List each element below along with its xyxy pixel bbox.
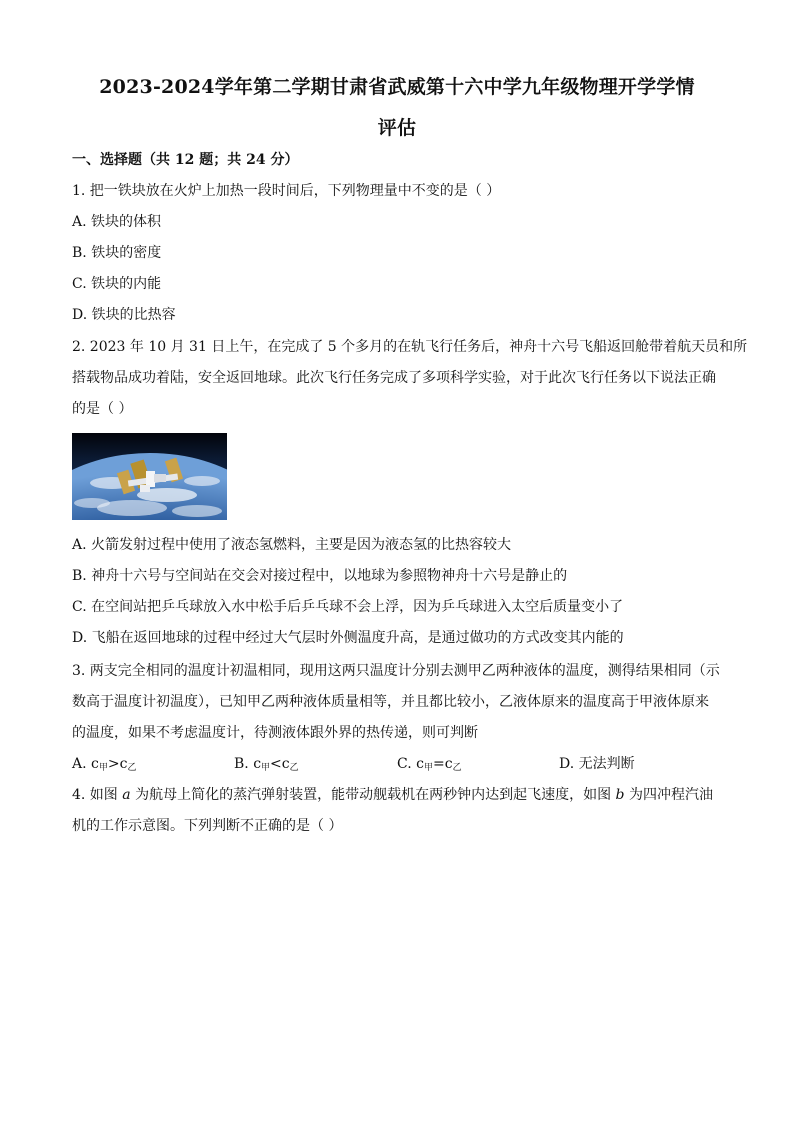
q2-stem-line1: 2. 2023 年 10 月 31 日上午，在完成了 5 个多月的在轨飞行任务后，神舟十六号飞船返回舱带着航天员和所 [72,339,748,355]
q1-option-c: C. 铁块的内能 [72,276,162,292]
figure-a-label: a [122,787,131,803]
q3-stem-line2: 数高于温度计初温度），已知甲乙两种液体质量相等，并且都比较小，乙液体原来的温度高于甲液体原来 [72,694,709,710]
q1-option-b: B. 铁块的密度 [72,245,162,261]
q3-stem-line1: 3. 两支完全相同的温度计初温相同，现用这两只温度计分别去测甲乙两种液体的温度，测得结果相同（示 [72,663,720,679]
q3-stem-line3: 的温度，如果不考虑温度计，待测液体跟外界的热传递，则可判断 [72,725,478,741]
q2-option-b: B. 神舟十六号与空间站在交会对接过程中，以地球为参照物神舟十六号是静止的 [72,568,568,584]
q1-option-d: D. 铁块的比热容 [72,307,176,323]
q2-option-d: D. 飞船在返回地球的过程中经过大气层时外侧温度升高，是通过做功的方式改变其内能的 [72,630,624,646]
section-heading: 一、选择题（共 12 题；共 24 分） [72,152,299,168]
exam-title-line2: 评估 [377,117,417,139]
exam-title-line1: 2023-2024学年第二学期甘肃省武威第十六中学九年级物理开学学情 [99,76,695,98]
q3-option-b: B. $c_甲<c_乙$ [234,756,299,773]
space-station-photo [72,433,227,520]
q2-stem-line3: 的是（ ） [72,401,133,417]
q3-option-d: D. 无法判断 [559,756,635,772]
q2-option-c: C. 在空间站把乒乓球放入水中松手后乒乓球不会上浮，因为乒乓球进入太空后质量变小了 [72,599,624,615]
figure-b-label: b [615,787,625,803]
q1-stem: 1. 把一铁块放在火炉上加热一段时间后，下列物理量中不变的是（ ） [72,183,501,199]
q3-option-a: A. $c_甲>c_乙$ [72,756,137,773]
q4-stem-line1: 4. 如图 a 为航母上简化的蒸汽弹射装置，能带动舰载机在两秒钟内达到起飞速度，如图 b 为四冲程汽油 [72,787,713,803]
q1-option-a: A. 铁块的体积 [72,214,162,230]
q3-option-c: C. $c_甲=c_乙$ [397,756,462,773]
q4-stem-line2: 机的工作示意图。下列判断不正确的是（ ） [72,818,343,834]
q2-option-a: A. 火箭发射过程中使用了液态氢燃料，主要是因为液态氢的比热容较大 [72,537,512,553]
q2-stem-line2: 搭载物品成功着陆，安全返回地球。此次飞行任务完成了多项科学实验，对于此次飞行任务以下说法正确 [72,370,716,386]
